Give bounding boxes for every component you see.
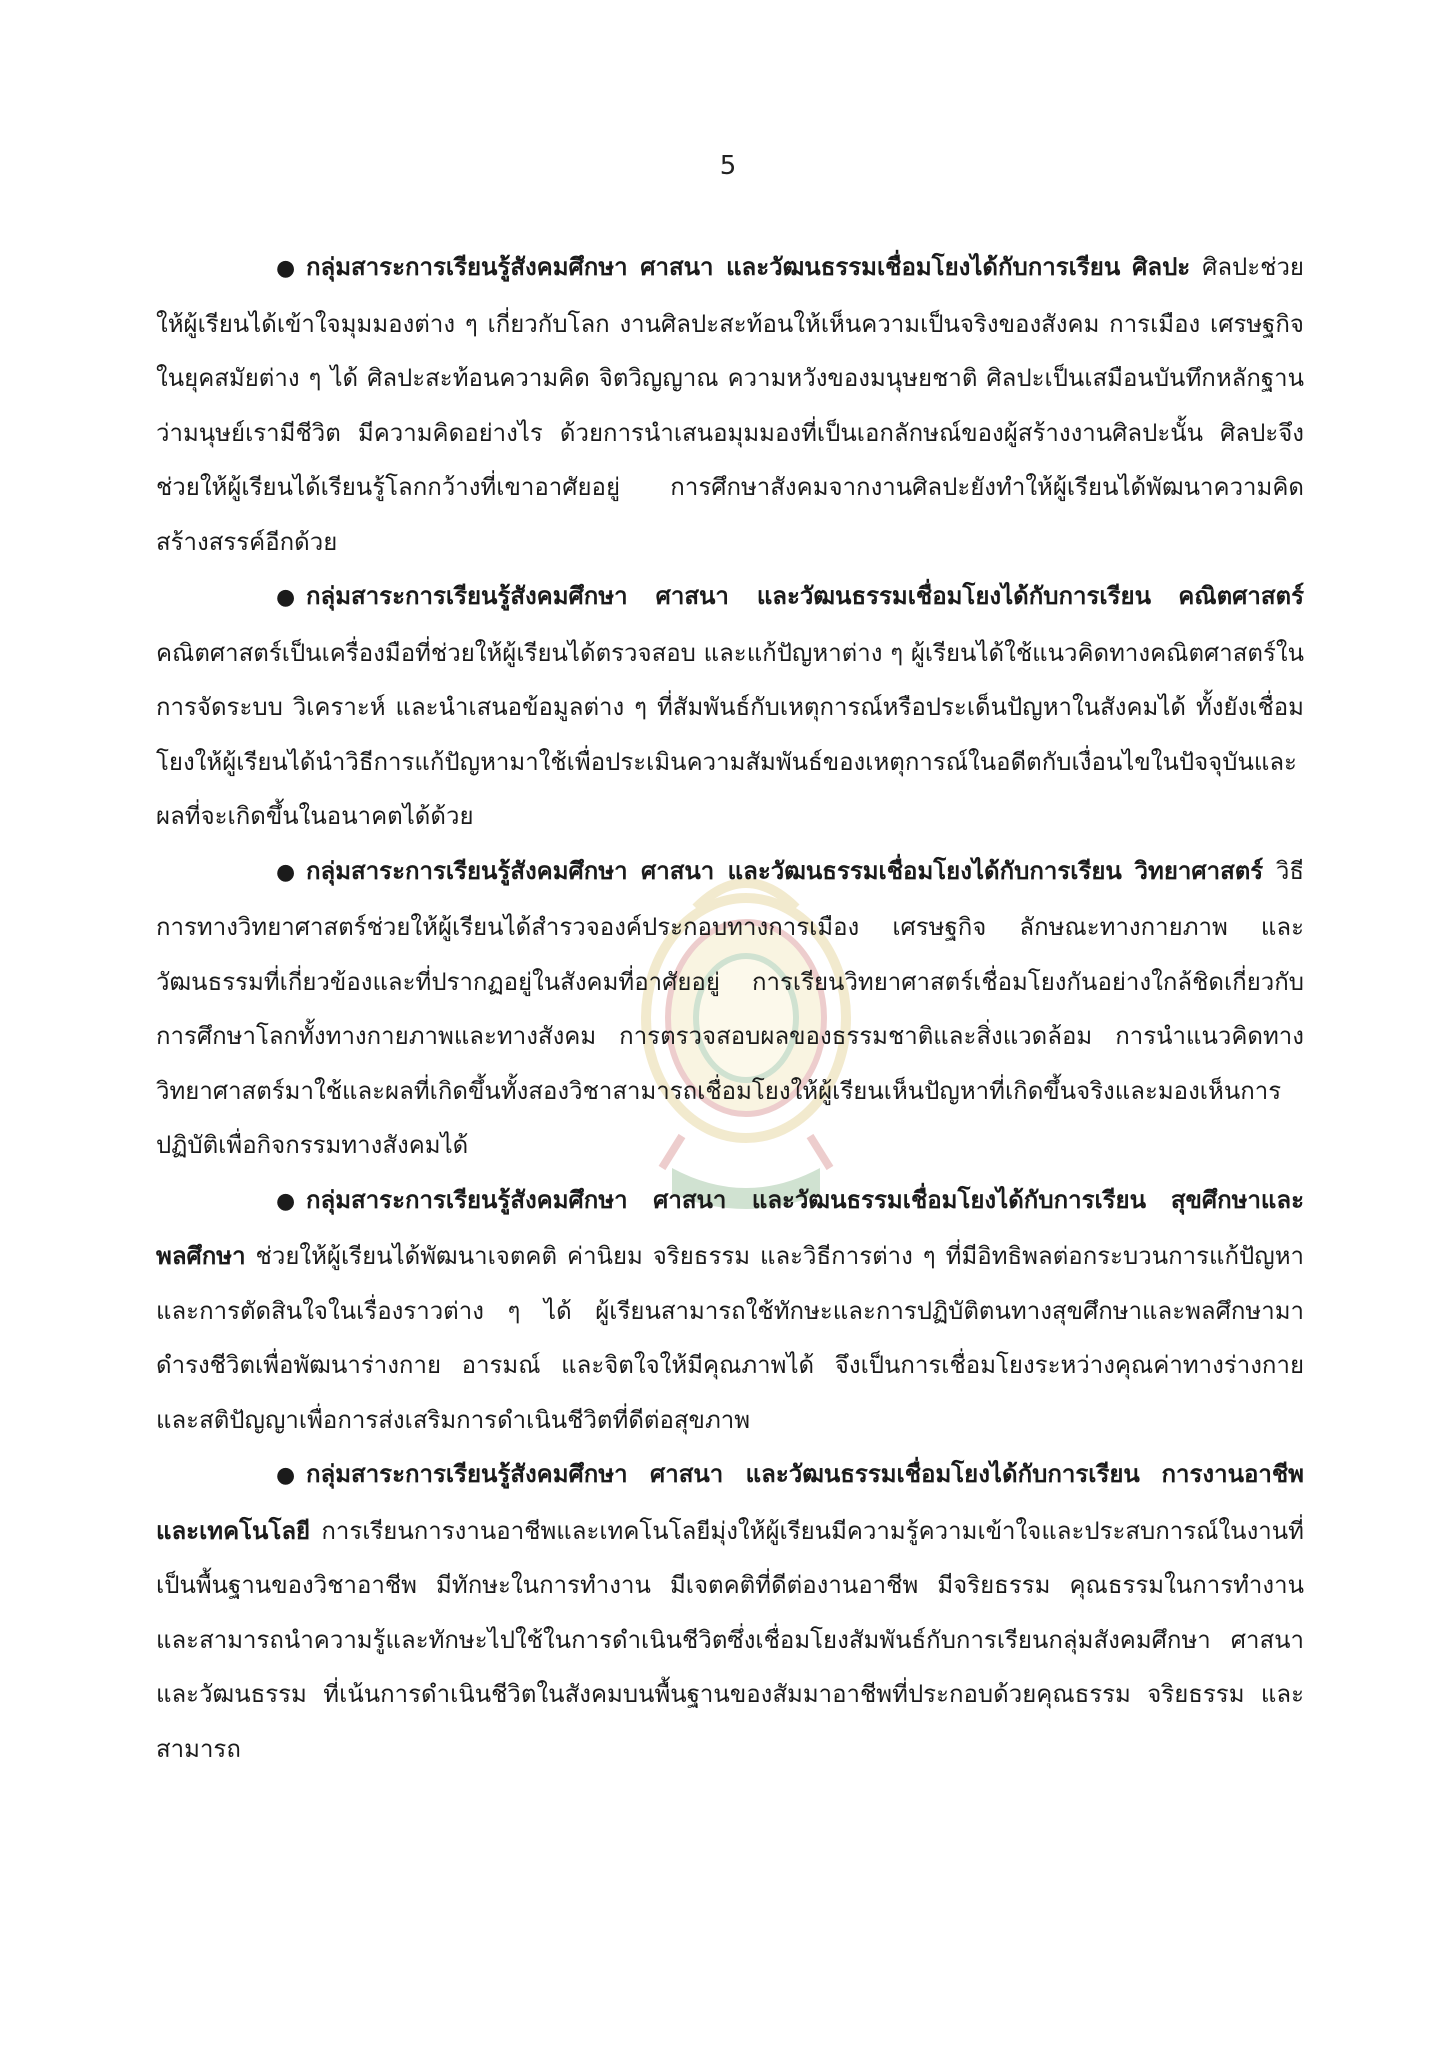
page-number: 5	[719, 151, 737, 181]
paragraph-text: ศิลปะช่วยให้ผู้เรียนได้เข้าใจมุมมองต่าง ๆ เกี่ยวกับโลก งานศิลปะสะท้อนให้เห็นความเป็นจริงของสังคม การเมือง เศรษฐกิจ ในยุคสมัยต่าง ๆ ได้ ศิลปะสะท้อนความคิด จิตวิญญาณ ความหวังของมนุษยชาติ ศิลปะเป็นเสมือนบันทึกหลักฐานว่ามนุษย์เรามีชีวิต มีความคิดอย่างไร ด้วยการนำเสนอมุมมองที่เป็นเอกลักษณ์ของผู้สร้างงานศิลปะนั้น ศิลปะจึงช่วยให้ผู้เรียนได้เรียนรู้โลกกว้างที่เขาอาศัยอยู่ การศึกษาสังคมจากงานศิลปะยังทำให้ผู้เรียนได้พัฒนาความคิดสร้างสรรค์อีกด้วย	[156, 253, 1304, 556]
paragraph-text: การเรียนการงานอาชีพและเทคโนโลยีมุ่งให้ผู้เรียนมีความรู้ความเข้าใจและประสบการณ์ในงานที่เป็นพื้นฐานของวิชาอาชีพ มีทักษะในการทำงาน มีเจตคติที่ดีต่องานอาชีพ มีจริยธรรม คุณธรรมในการทำงาน และสามารถนำความรู้และทักษะไปใช้ในการดำเนินชีวิตซึ่งเชื่อมโยงสัมพันธ์กับการเรียนกลุ่มสังคมศึกษา ศาสนา และวัฒนธรรม ที่เน้นการดำเนินชีวิตในสังคมบนพื้นฐานของสัมมาอาชีพที่ประกอบด้วยคุณธรรม จริยธรรม และสามารถ	[156, 1516, 1304, 1763]
paragraph-topic: วิทยาศาสตร์	[1134, 856, 1264, 885]
paragraph-topic: การงานอาชีพและเทคโนโลยี	[156, 1460, 1304, 1545]
paragraph-mathematics	[156, 569, 1304, 844]
document-body	[156, 240, 1304, 1776]
paragraph-text: คณิตศาสตร์เป็นเครื่องมือที่ช่วยให้ผู้เรียนได้ตรวจสอบ และแก้ปัญหาต่าง ๆ ผู้เรียนได้ใช้แนวคิดทางคณิตศาสตร์ในการจัดระบบ วิเคราะห์ และนำเสนอข้อมูลต่าง ๆ ที่สัมพันธ์กับเหตุการณ์หรือประเด็นปัญหาในสังคมได้ ทั้งยังเชื่อมโยงให้ผู้เรียนได้นำวิธีการแก้ปัญหามาใช้เพื่อประเมินความสัมพันธ์ของเหตุการณ์ในอดีตกับเงื่อนไขในปัจจุบันและผลที่จะเกิดขึ้นในอนาคตได้ด้วย	[156, 638, 1304, 830]
bullet-icon: ●	[276, 585, 296, 610]
paragraph-text: ช่วยให้ผู้เรียนได้พัฒนาเจตคติ ค่านิยม จริยธรรม และวิธีการต่าง ๆ ที่มีอิทธิพลต่อกระบวนการแก้ปัญหา และการตัดสินใจในเรื่องราวต่าง ๆ ได้ ผู้เรียนสามารถใช้ทักษะและการปฏิบัติตนทางสุขศึกษาและพลศึกษามาดำรงชีวิตเพื่อพัฒนาร่างกาย อารมณ์ และจิตใจให้มีคุณภาพได้ จึงเป็นการเชื่อมโยงระหว่างคุณค่าทางร่างกายและสติปัญญาเพื่อการส่งเสริมการดำเนินชีวิตที่ดีต่อสุขภาพ	[156, 1242, 1304, 1434]
paragraph-topic: สุขศึกษาและพลศึกษา	[156, 1185, 1304, 1270]
paragraph-lead: กลุ่มสาระการเรียนรู้สังคมศึกษา ศาสนา และวัฒนธรรมเชื่อมโยงได้กับการเรียน	[306, 582, 1151, 610]
paragraph-arts	[156, 240, 1304, 569]
paragraph-lead: กลุ่มสาระการเรียนรู้สังคมศึกษา ศาสนา และวัฒนธรรมเชื่อมโยงได้กับการเรียน	[306, 253, 1121, 281]
bullet-icon: ●	[276, 1188, 296, 1214]
paragraph-lead: กลุ่มสาระการเรียนรู้สังคมศึกษา ศาสนา และวัฒนธรรมเชื่อมโยงได้กับการเรียน	[306, 856, 1122, 885]
paragraph-topic: ศิลปะ	[1132, 253, 1191, 281]
paragraph-topic: คณิตศาสตร์	[1178, 582, 1304, 610]
paragraph-health-physical-education	[156, 1173, 1304, 1448]
paragraph-occupation-technology	[156, 1447, 1304, 1776]
bullet-icon: ●	[276, 256, 296, 281]
paragraph-lead: กลุ่มสาระการเรียนรู้สังคมศึกษา ศาสนา และวัฒนธรรมเชื่อมโยงได้กับการเรียน	[306, 1460, 1140, 1488]
paragraph-science	[156, 844, 1304, 1173]
paragraph-text: วิธีการทางวิทยาศาสตร์ช่วยให้ผู้เรียนได้สำรวจองค์ประกอบทางการเมือง เศรษฐกิจ ลักษณะทางกายภาพ และวัฒนธรรมที่เกี่ยวข้องและที่ปรากฏอยู่ในสังคมที่อาศัยอยู่ การเรียนวิทยาศาสตร์เชื่อมโยงกันอย่างใกล้ชิดเกี่ยวกับการศึกษาโลกทั้งทางกายภาพและทางสังคม การตรวจสอบผลของธรรมชาติและสิ่งแวดล้อม การนำแนวคิดทางวิทยาศาสตร์มาใช้และผลที่เกิดขึ้นทั้งสองวิชาสามารถเชื่อมโยงให้ผู้เรียนเห็นปัญหาที่เกิดขึ้นจริงและมองเห็นการปฏิบัติเพื่อกิจกรรมทางสังคมได้	[156, 856, 1304, 1159]
bullet-icon: ●	[276, 1463, 296, 1488]
paragraph-lead: กลุ่มสาระการเรียนรู้สังคมศึกษา ศาสนา และวัฒนธรรมเชื่อมโยงได้กับการเรียน	[306, 1185, 1147, 1214]
bullet-icon: ●	[276, 859, 296, 885]
